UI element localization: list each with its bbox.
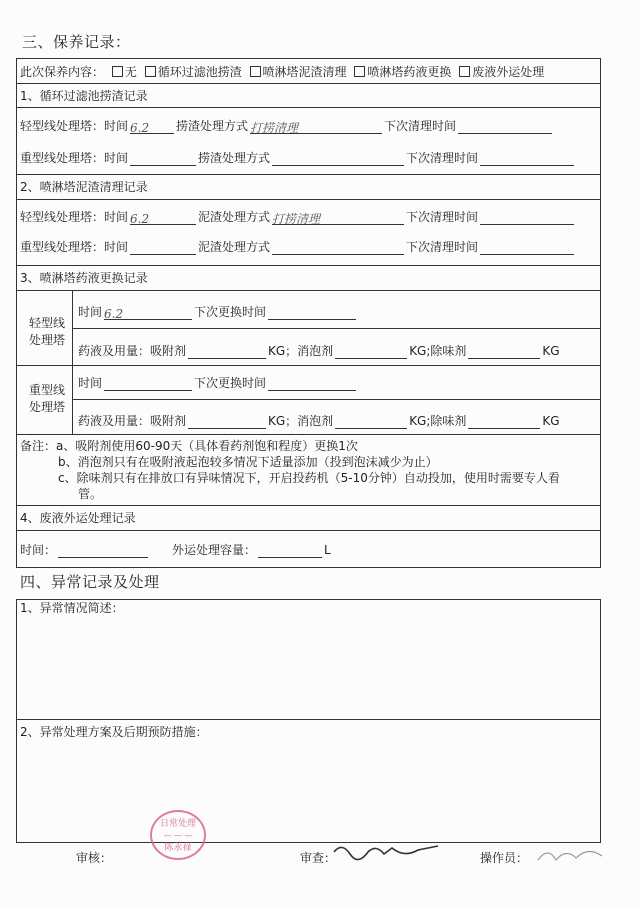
option-filter-label: 循环过滤池捞渣 (157, 65, 242, 79)
divider (72, 328, 601, 329)
audit-label: 审核： (76, 851, 113, 865)
option-sludge-label: 喷淋塔泥渣清理 (262, 65, 347, 79)
next-field[interactable] (268, 306, 356, 320)
time-field[interactable]: 6.2 (104, 306, 192, 320)
operator-label: 操作员： (480, 851, 529, 865)
time-field[interactable] (130, 241, 196, 255)
method-field[interactable]: 打捞清理 (250, 120, 382, 134)
deodorant-field[interactable] (468, 415, 540, 429)
time-field[interactable]: 6.2 (130, 120, 174, 134)
defoamer-field[interactable] (335, 345, 407, 359)
divider (72, 399, 601, 400)
unit-label: L (324, 543, 331, 557)
next-label: 下次清理时间 (406, 151, 479, 165)
next-label: 下次更换时间 (194, 305, 267, 319)
option-liquid-checkbox[interactable] (354, 66, 365, 77)
operator-signature (536, 842, 606, 868)
divider (16, 365, 601, 366)
note-c-cont: 管。 (78, 487, 103, 501)
review-signature (332, 838, 442, 864)
content-label: 此次保养内容： (20, 65, 105, 79)
option-sludge-checkbox[interactable] (250, 66, 261, 77)
time-label: 时间 (104, 210, 129, 224)
time-field[interactable] (130, 152, 196, 166)
time-label: 时间 (104, 119, 129, 133)
review-label: 审查： (300, 851, 337, 865)
option-waste-label: 废液外运处理 (472, 65, 545, 79)
divider (16, 199, 601, 200)
note-b: b、消泡剂只有在吸附液起泡较多情况下适量添加（投到泡沫减少为止） (58, 455, 438, 469)
sub4-heading: 4、废液外运处理记录 (20, 511, 136, 525)
section3-title: 三、保养记录： (22, 33, 131, 51)
sub3-heading: 3、喷淋塔药液更换记录 (20, 271, 148, 285)
next-label: 下次清理时间 (406, 210, 479, 224)
next-label: 下次更换时间 (194, 376, 267, 390)
anomaly-solution-label: 2、异常处理方案及后期预防措施： (20, 725, 208, 739)
divider (16, 107, 601, 108)
maintenance-content-row (20, 64, 544, 80)
sub1-heading: 1、循环过滤池捞渣记录 (20, 89, 148, 103)
option-filter-checkbox[interactable] (145, 66, 156, 77)
time-label: 时间 (78, 376, 103, 390)
heavy-change-row (78, 375, 358, 391)
time-field[interactable] (104, 377, 192, 391)
next-field[interactable] (480, 241, 574, 255)
next-field[interactable] (480, 152, 574, 166)
divider (16, 505, 601, 506)
adsorbent-field[interactable] (188, 415, 266, 429)
anomaly-description-label: 1、异常情况简述： (20, 601, 124, 615)
method-label: 泥渣处理方式 (198, 210, 271, 224)
next-label: 下次清理时间 (384, 119, 457, 133)
anomaly-description-field[interactable] (17, 618, 599, 718)
next-field[interactable] (268, 377, 356, 391)
method-label: 捞渣处理方式 (198, 151, 271, 165)
heavy-tower-label: 重型线 处理塔 (28, 383, 65, 414)
line-label: 轻型线处理塔： (20, 210, 105, 224)
divider (16, 290, 601, 291)
option-liquid-label: 喷淋塔药液更换 (367, 65, 452, 79)
time-field[interactable] (58, 544, 148, 558)
heavy-dose-row: 药液及用量：吸附剂 KG；消泡剂 KG;除味剂 KG (78, 414, 560, 428)
line-label: 重型线处理塔： (20, 240, 105, 254)
divider (16, 719, 601, 720)
method-field[interactable] (272, 241, 404, 255)
deodorant-field[interactable] (468, 345, 540, 359)
time-label: 时间 (104, 240, 129, 254)
line-label: 轻型线处理塔： (20, 119, 105, 133)
sub2-heading: 2、喷淋塔泥渣清理记录 (20, 180, 148, 194)
time-label: 时间 (104, 151, 129, 165)
divider (16, 434, 601, 435)
sub1-light-row (20, 118, 554, 134)
sub1-heavy-row (20, 150, 576, 166)
time-label: 时间 (78, 305, 103, 319)
line-label: 重型线处理塔： (20, 151, 105, 165)
light-change-row (78, 304, 358, 320)
time-label: 时间： (20, 543, 57, 557)
time-field[interactable]: 6.2 (130, 211, 196, 225)
adsorbent-field[interactable] (188, 345, 266, 359)
divider (72, 290, 73, 434)
divider (16, 530, 601, 531)
sub2-light-row (20, 209, 576, 225)
next-field[interactable] (458, 120, 552, 134)
method-label: 泥渣处理方式 (198, 240, 271, 254)
method-field[interactable] (272, 152, 404, 166)
capacity-field[interactable] (258, 544, 322, 558)
company-stamp: 日常处理 — — — 陈永禄 (150, 810, 206, 860)
anomaly-solution-field[interactable] (17, 742, 599, 840)
capacity-label: 外运处理容量： (172, 543, 257, 557)
section4-title: 四、异常记录及处理 (20, 573, 160, 591)
option-none-label: 无 (124, 65, 137, 79)
sub2-heavy-row (20, 239, 576, 255)
divider (16, 83, 601, 84)
method-label: 捞渣处理方式 (176, 119, 249, 133)
sub4-row (20, 542, 331, 558)
next-field[interactable] (480, 211, 574, 225)
defoamer-field[interactable] (335, 415, 407, 429)
option-waste-checkbox[interactable] (459, 66, 470, 77)
note-c: c、除味剂只有在排放口有异味情况下，开启投药机（5-10分钟）自动投加，使用时需要专人看 (58, 471, 560, 485)
next-label: 下次清理时间 (406, 240, 479, 254)
light-tower-label: 轻型线 处理塔 (28, 316, 65, 347)
method-field[interactable]: 打捞清理 (272, 211, 404, 225)
option-none-checkbox[interactable] (112, 66, 123, 77)
light-dose-row: 药液及用量：吸附剂 KG；消泡剂 KG;除味剂 KG (78, 344, 560, 358)
divider (16, 174, 601, 175)
divider (16, 265, 601, 266)
note-a: 备注：a、吸附剂使用60-90天（具体看药剂饱和程度）更换1次 (20, 439, 358, 453)
